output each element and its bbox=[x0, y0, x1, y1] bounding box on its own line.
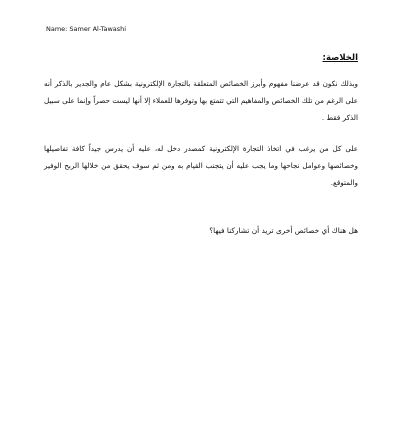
summary-paragraph-2: على كل من يرغب في اتخاذ التجارة الإلكترونية كمصدر دخل له، عليه أن يدرس جيداً كافة تفاصيلها وخصائصها وعوامل نجاحها وما يجب عليه أن يتجنب القيام به ومن ثم سوف يحقق من خلالها الربح الوفير والمتوقع. bbox=[44, 144, 358, 187]
section-heading: الخلاصة: bbox=[322, 53, 358, 63]
summary-paragraph-1: وبذلك نكون قد عرضنا مفهوم وأبرز الخصائص المتعلقة بالتجارة الإلكترونية بشكل عام والجدير بالذكر أنه على الرغم من تلك الخصائص والمفاهيم التي تتمتع بها وتوفرها للعملاء إلا أنها ليست حصراً وإنما على سبيل الذكر فقط . bbox=[44, 79, 358, 122]
author-name: Name: Samer Al-Tawashi bbox=[46, 25, 127, 33]
closing-question: هل هناك أي خصائص أخرى تريد أن تشاركنا فيها؟ bbox=[209, 226, 358, 235]
